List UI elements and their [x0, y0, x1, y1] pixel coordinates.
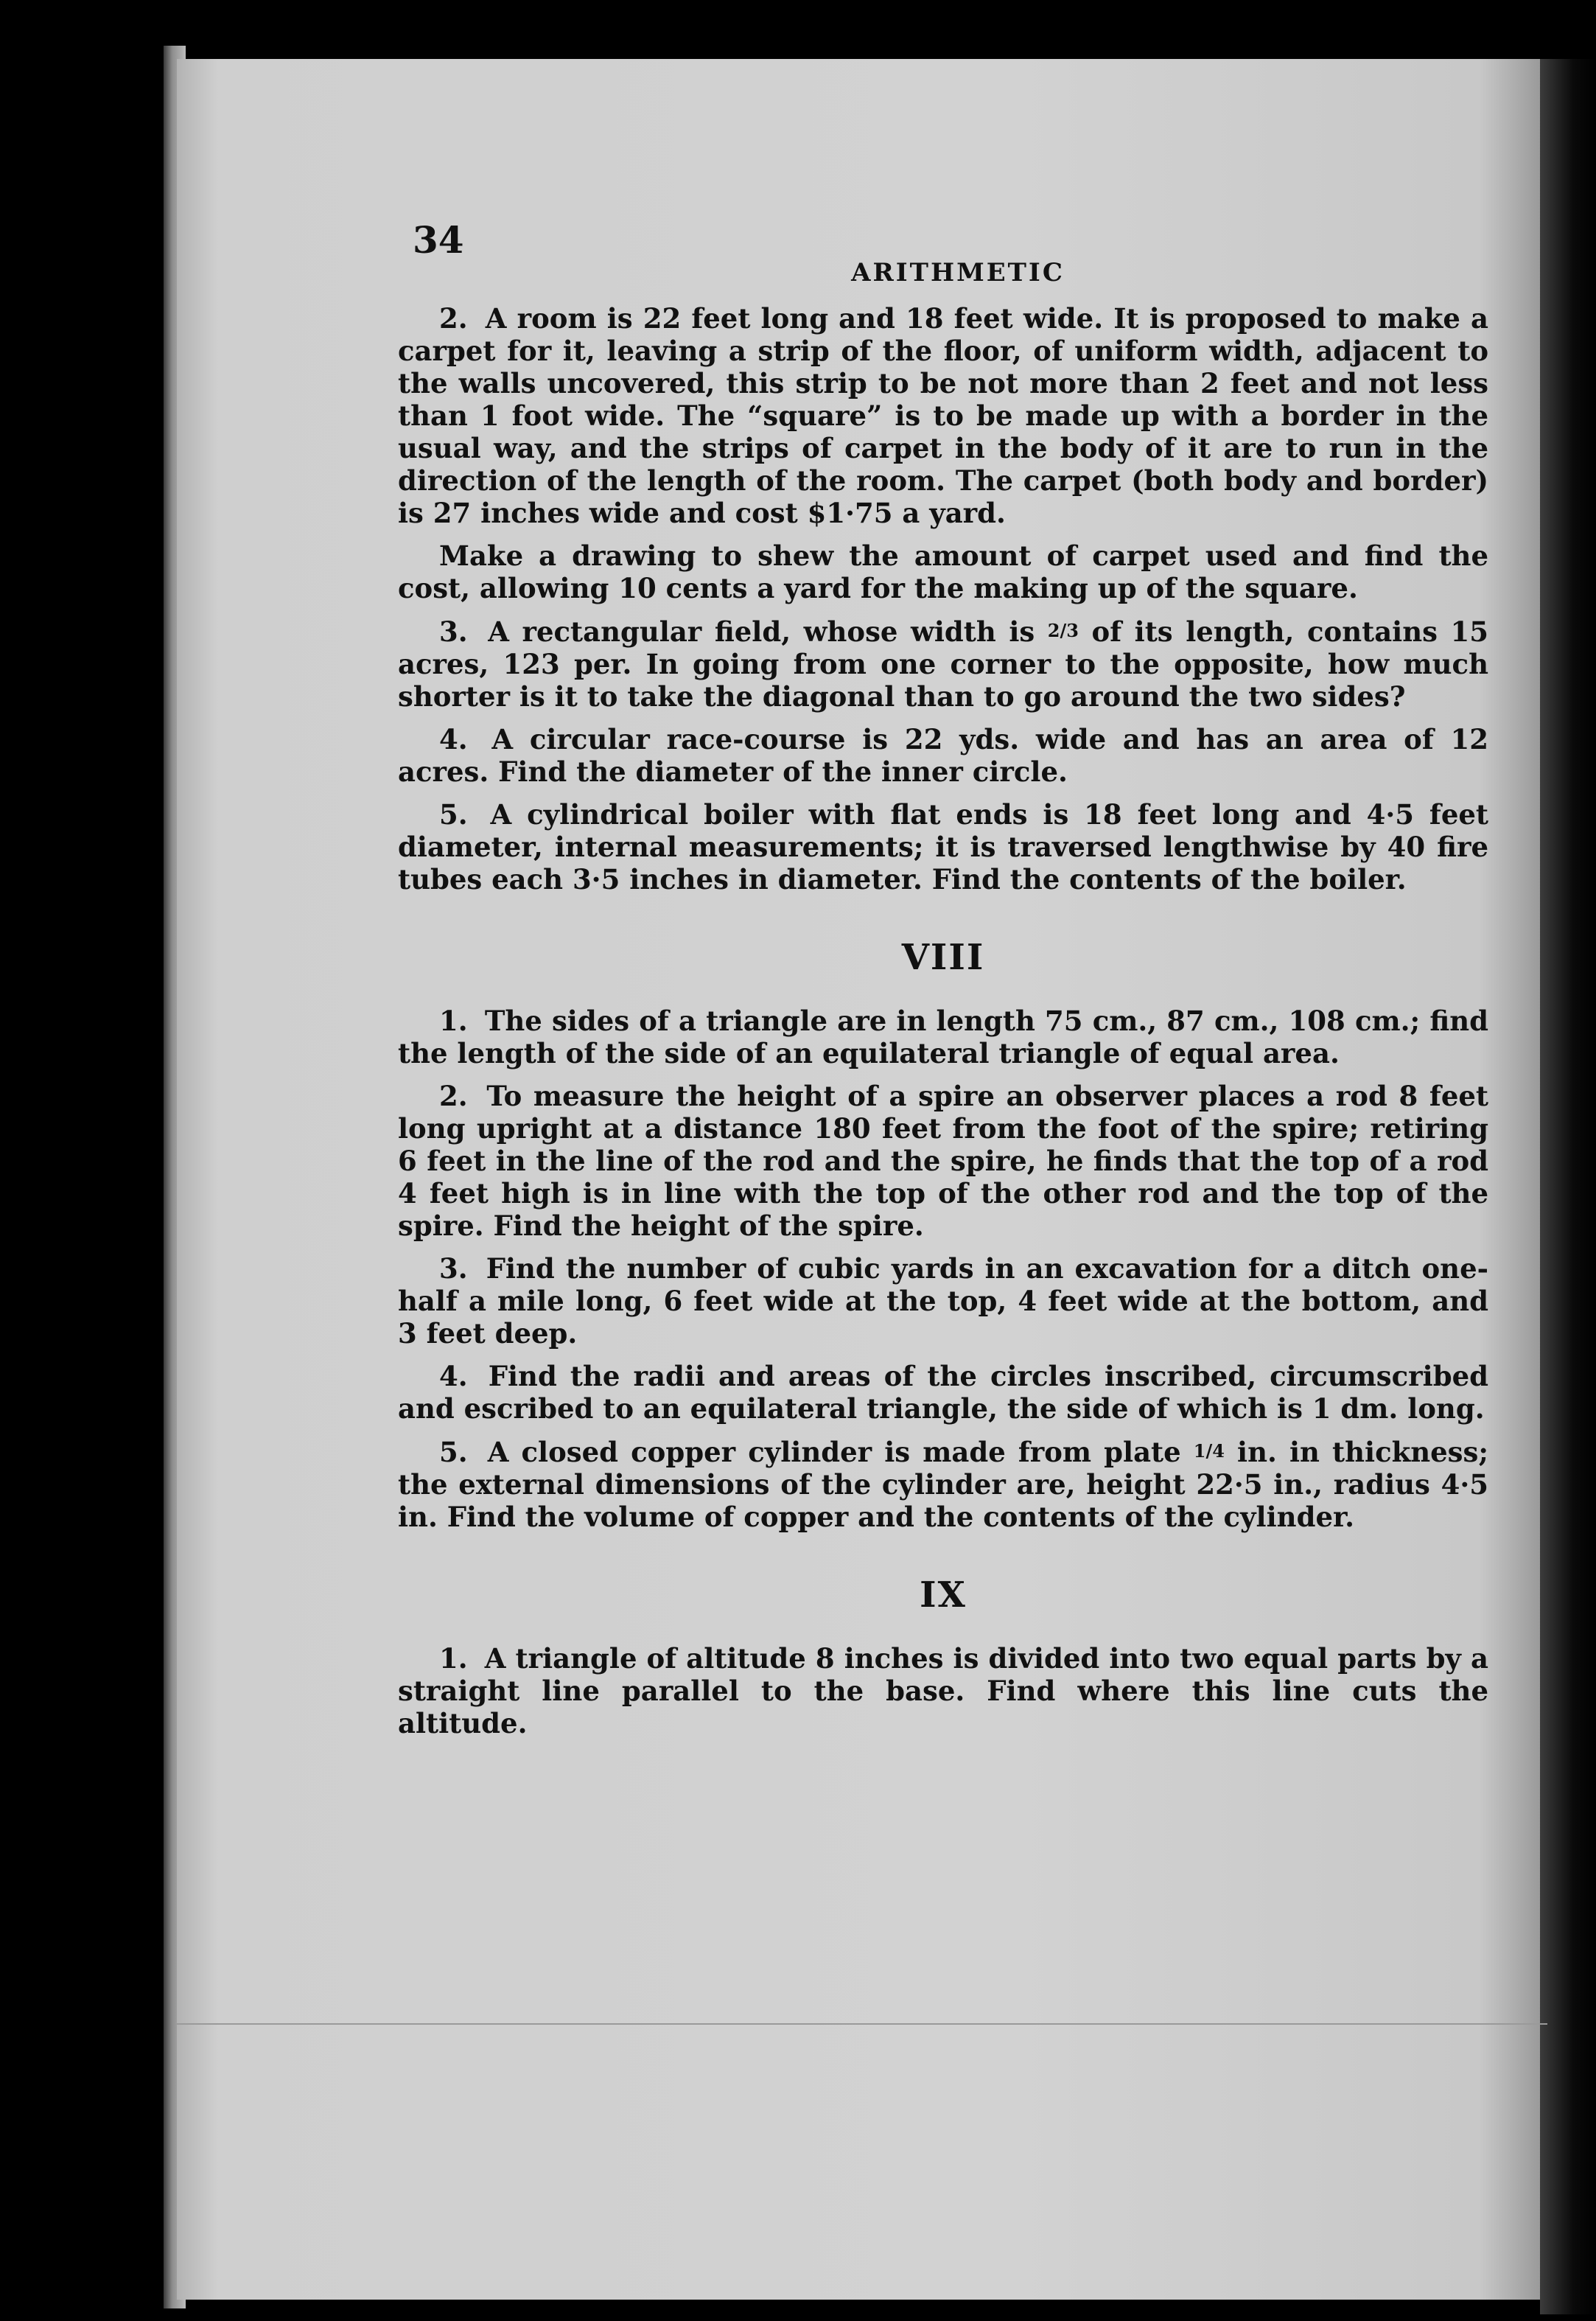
problem-text: Find the radii and areas of the circles inscribed, circumscribed and escribed to an equilateral triangle, the side of which is 1 dm. long. — [398, 1360, 1489, 1425]
fraction: 2/3 — [1047, 620, 1079, 641]
problem-viii-2 — [398, 1080, 1488, 1242]
problem-number: 5. — [439, 1436, 468, 1468]
problem-number: 3. — [439, 615, 468, 648]
problem-vii-5 — [398, 798, 1488, 896]
problem-text: A rectangular field, whose width is — [488, 615, 1035, 648]
problem-text: A circular race-course is 22 yds. wide and has an area of 12 acres. Find the diameter of the inner circle. — [398, 723, 1488, 788]
problem-vii-4 — [398, 723, 1488, 788]
problem-vii-3 — [398, 615, 1488, 713]
problem-text: A closed copper cylinder is made from plate — [487, 1436, 1181, 1468]
problem-viii-3 — [398, 1252, 1488, 1350]
problem-text: in. in thickness; the external dimensions of the cylinder are, height 22·5 in., radius 4·5 in. Find the volume of copper and the contents of the cylinder. — [398, 1436, 1488, 1533]
problem-number: 1. — [439, 1005, 468, 1037]
problem-vii-2-continuation: Make a drawing to shew the amount of carpet used and find the cost, allowing 10 cents a yard for the making up of the square. — [398, 540, 1488, 604]
problem-number: 4. — [439, 723, 468, 755]
problem-text: A room is 22 feet long and 18 feet wide. It is proposed to make a carpet for it, leaving a strip of the floor, of uniform width, adjacent to the walls uncovered, this strip to be not more than 2 feet and not less than 1 foot wide. The “square” is to be made up with a border in the usual way, and the strips of carpet in the body of it are to run in the direction of the length of the room. The carpet (both body and border) is 27 inches wide and cost $1·75 a yard. — [398, 302, 1488, 529]
problem-text: Find the number of cubic yards in an excavation for a ditch one-half a mile long, 6 feet wide at the top, 4 feet wide at the bottom, and 3 feet deep. — [398, 1252, 1488, 1350]
page-body — [398, 302, 1488, 1750]
problem-number: 4. — [439, 1360, 468, 1392]
problem-number: 1. — [439, 1642, 468, 1675]
problem-text: To measure the height of a spire an observer places a rod 8 feet long upright at a distance 180 feet from the foot of the spire; retiring 6 feet in the line of the rod and the spire, he finds that the top of a rod 4 feet high is in line with the top of the other rod and the top of the spire. Find the height of the spire. — [398, 1080, 1488, 1242]
fraction: 1/4 — [1193, 1440, 1225, 1462]
problem-ix-1 — [398, 1642, 1488, 1739]
page-fold-line — [177, 2023, 1547, 2025]
problem-text: of its length, contains 15 acres, 123 per. In going from one corner to the opposite, how much shorter is it to take the diagonal than to go around the two sides? — [398, 615, 1488, 713]
section-title-viii: VIII — [901, 937, 985, 978]
problem-text: The sides of a triangle are in length 75 cm., 87 cm., 108 cm.; find the length of the side of an equilateral triangle of equal area. — [398, 1005, 1488, 1069]
problem-text: A triangle of altitude 8 inches is divided into two equal parts by a straight line parallel to the base. Find where this line cuts the altitude. — [398, 1642, 1488, 1739]
problem-number: 2. — [439, 1080, 468, 1112]
page-number: 34 — [413, 218, 464, 262]
problem-number: 5. — [439, 798, 468, 831]
running-head: ARITHMETIC — [851, 258, 1065, 287]
section-title-ix: IX — [920, 1574, 967, 1616]
page-gutter-shadow — [1540, 59, 1596, 2314]
problem-number: 3. — [439, 1252, 468, 1285]
problem-number: 2. — [439, 302, 468, 335]
problem-text: A cylindrical boiler with flat ends is 18 feet long and 4·5 feet diameter, internal measurements; it is traversed lengthwise by 40 fire tubes each 3·5 inches in diameter. Find the contents of the boiler. — [398, 798, 1488, 896]
problem-vii-2 — [398, 302, 1488, 529]
problem-viii-1 — [398, 1005, 1488, 1069]
problem-viii-4 — [398, 1360, 1488, 1425]
problem-viii-5 — [398, 1435, 1488, 1533]
